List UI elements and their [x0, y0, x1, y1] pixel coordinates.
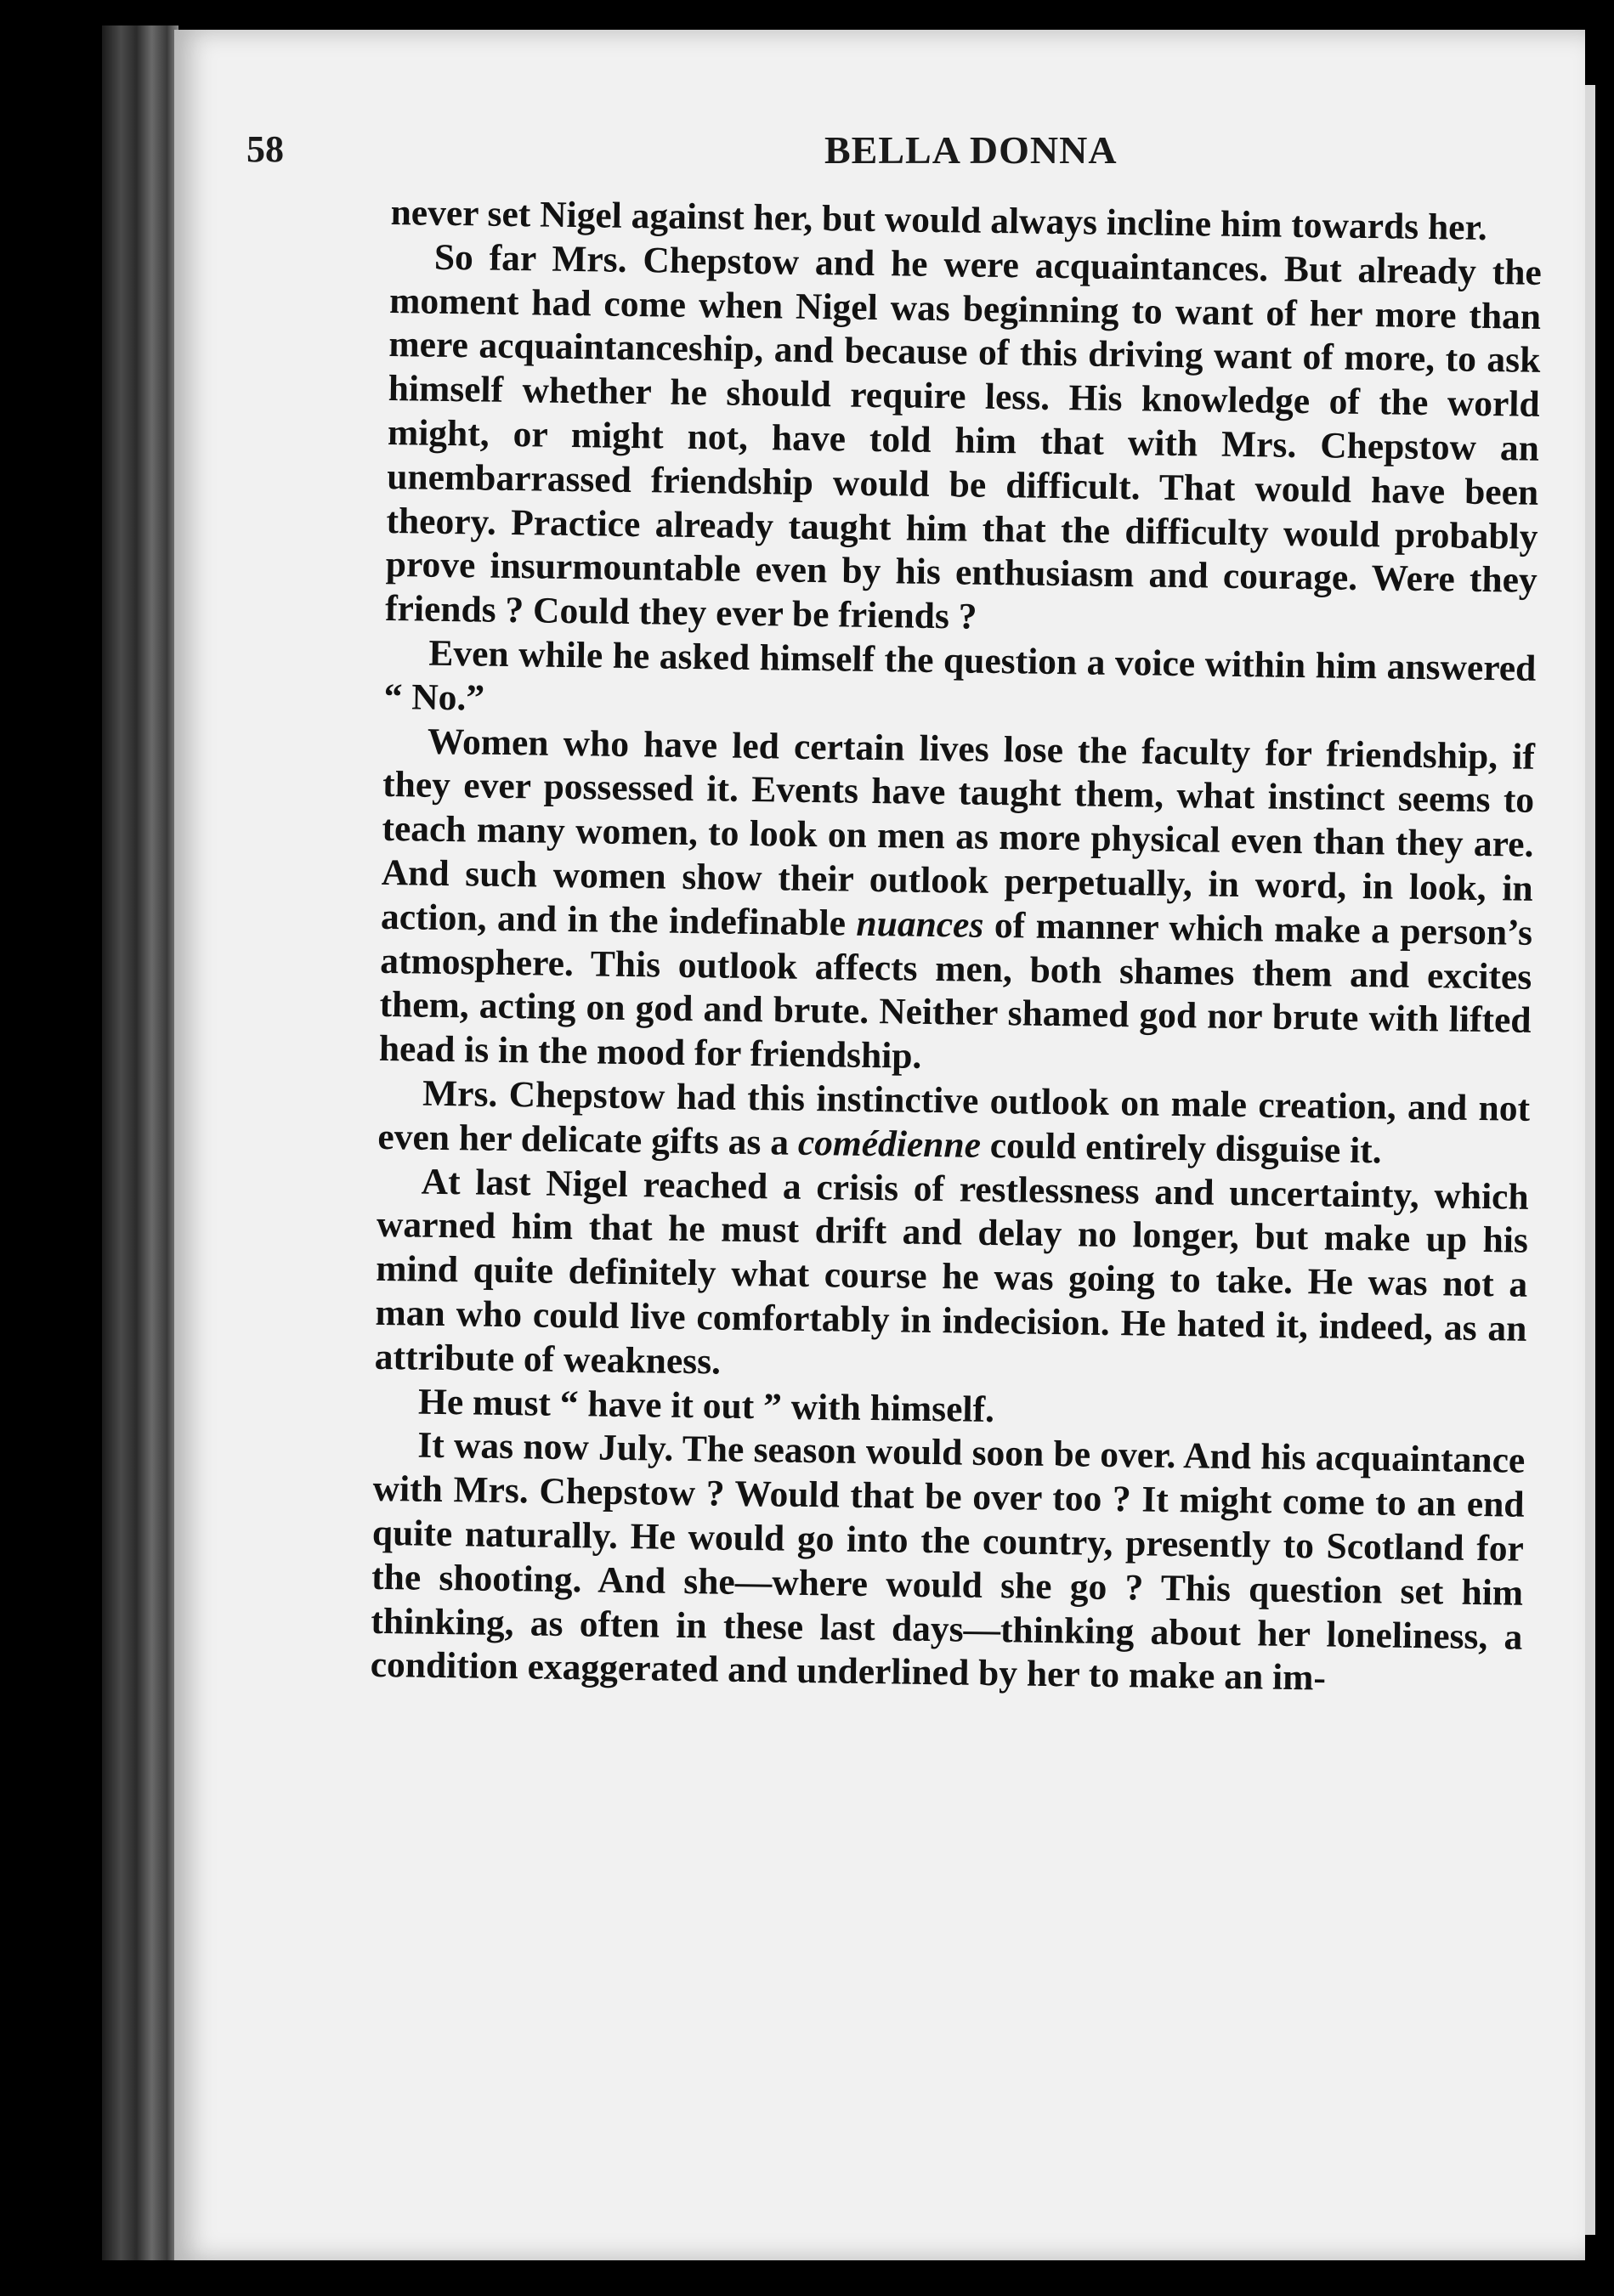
text-run: never set Nigel against her, but would always incline him towards her.	[390, 191, 1488, 249]
running-header	[246, 127, 1496, 178]
book-spine-edge	[102, 25, 178, 2260]
text-run: of manner which make a person’s atmosphere. This outlook affects men, both shames them and excites them, acting on god and brute. Neither shamed god nor brute with lifted head is in the mood for friendship.	[378, 904, 1533, 1077]
text-run: So far Mrs. Chepstow and he were acquaintances. But already the moment had come when Nigel was beginning to want of her more than mere acquaintanceship, and because of this driving want of more, to ask himself whether he should require less. His knowledge of the world might, or might not, have told him that with Mrs. Chepstow an unembarrassed friendship would be difficult. That would have been theory. Practice already taught him that the difficulty would probably prove insurmountable even by his enthusiasm and courage. Were they friends ? Could they ever be friends ?	[384, 236, 1543, 637]
page-number: 58	[246, 128, 284, 170]
text-run: Mrs. Chepstow had this instinctive outlook on male creation, and not even her delicate gifts as a	[377, 1072, 1531, 1163]
text-run: could entirely disguise it.	[980, 1124, 1382, 1172]
text-run: Even while he asked himself the question a voice within him answered “ No.”	[383, 632, 1537, 719]
paragraph	[379, 720, 1536, 1088]
text-run: It was now July. The season would soon be over. And his acquaintance with Mrs. Chepstow ? Would that be over too ? It might come to an end quite naturally. He would go into the country, presently to Scotland for the shooting. And she—where would she go ? This question set him thinking, as often in these last days—thinking about her loneliness, a condition exaggerated and underlined by her to make an im-	[370, 1424, 1526, 1699]
paragraph	[383, 631, 1536, 736]
text-run: At last Nigel reached a crisis of restlessness and uncertainty, which warned him that he must drift and delay no longer, but make up his mind quite definitely what course he was going to take. He was not a man who could live comfortably in indecision. He hated it, indeed, as an attribute of weakness.	[374, 1161, 1529, 1383]
text-run: He must “ have it out ” with himself.	[417, 1381, 995, 1430]
italic-phrase: comédienne	[797, 1122, 982, 1166]
paragraph	[374, 1159, 1528, 1395]
book-title: BELLA DONNA	[824, 128, 1118, 172]
text-run: Women who have led certain lives lose the faculty for friendship, if they ever possessed it. Events have taught them, what instinct seems to teach many women, to look on men as more physical even than they are. And such women show their outlook perpetually, in word, in look, in action, and in the indefinable	[380, 721, 1536, 944]
page-right-edge	[1585, 85, 1595, 2235]
italic-phrase: nuances	[856, 902, 984, 946]
paragraph	[370, 1423, 1525, 1704]
paragraph	[385, 235, 1542, 648]
body-text	[370, 191, 1542, 1704]
paragraph	[377, 1072, 1530, 1176]
